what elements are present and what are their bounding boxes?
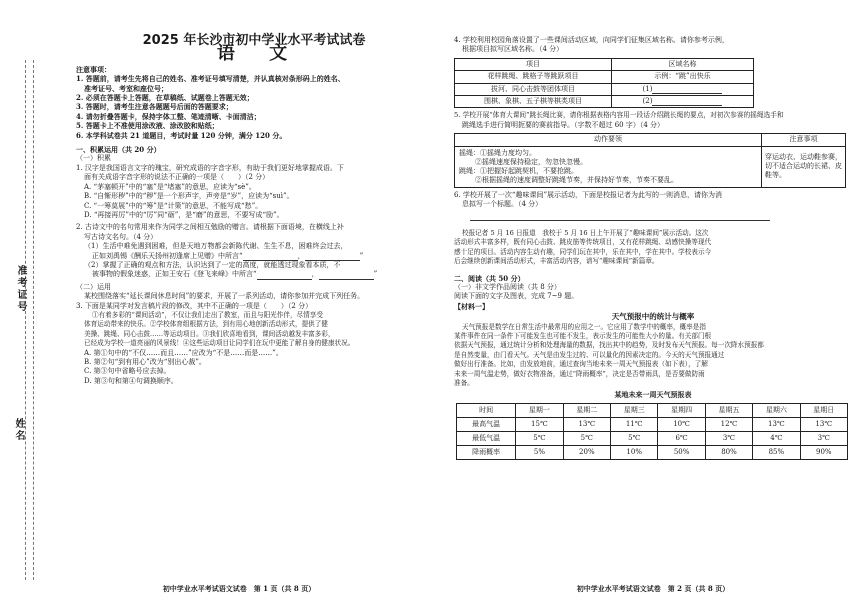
answer-cell[interactable]	[612, 83, 754, 95]
binding-dashed-line-2	[33, 60, 34, 580]
question-4	[454, 36, 852, 108]
question-1	[76, 164, 432, 220]
subsection-heading: （一）非文学作品阅读（共 8 分）	[454, 282, 561, 291]
table-cell: 85%	[753, 445, 800, 459]
answer-label: (2)	[642, 97, 653, 106]
subject-title: 语 文	[216, 43, 302, 65]
table-cell: 4℃	[753, 431, 800, 445]
table-cell: 10℃	[658, 417, 705, 431]
question-text: 息拟写一个标题。（4 分）	[462, 200, 543, 209]
notice-item: 6. 本学科试卷共 21 道题目，考试时量 120 分钟，满分 120 分。	[76, 130, 287, 140]
news-line: 活动形式丰富多样，既有同心击鼓、跳皮筋等传统项目，又有花样跳绳、动感快操等现代	[454, 238, 712, 247]
question-text: 根据项目拟写区域名称。（4 分）	[462, 45, 564, 54]
article-line: 依据天气预报，通过统计分析和处理海量的数据，找出其中的趋势，及时发布天气预报。每一次降水预报都	[454, 341, 764, 350]
quote-close: ”	[373, 270, 378, 279]
table-cell: 15℃	[516, 417, 563, 431]
table-cell: 6℃	[658, 431, 705, 445]
article-line: 是自然变量，由门看天气。天气是由发生过的、可以量化的因素决定的。今天的天气预报通过	[454, 350, 725, 359]
table-row	[457, 417, 848, 431]
passage-text: 体育运动带来的快乐。②学校体育组根据方法，到有用心地创新活动形式，提供了健	[84, 320, 328, 329]
table-cell: 示例：“跳”出快乐	[612, 71, 754, 83]
table-cell: 3℃	[705, 431, 752, 445]
quote-close: ”	[359, 251, 364, 260]
notice-item: 5. 答题卡上不准使用涂改液、涂改胶和贴纸；	[76, 121, 219, 131]
right-page	[446, 0, 860, 608]
table-cell: 5℃	[611, 431, 658, 445]
table-header: 项目	[455, 58, 612, 70]
article-body	[454, 323, 852, 389]
tip-line: ②摇绳速度保持稳定，勿忽快忽慢。	[475, 157, 587, 166]
weather-forecast-table	[456, 403, 848, 460]
table-cell: 13℃	[753, 417, 800, 431]
option-b: B. 第②句“到有用心”改为“别出心裁”。	[84, 358, 206, 366]
article-line: 天气预报是数学在日常生活中最常用的应用之一。它应用了数学中的概率，概率是指	[462, 322, 706, 331]
table-header: 动作要领	[455, 134, 762, 146]
answer-cell[interactable]	[612, 96, 754, 108]
question-3	[76, 302, 432, 387]
answer-blank[interactable]	[257, 272, 312, 280]
table-cell: 12℃	[705, 417, 752, 431]
table-cell: 13℃	[563, 417, 610, 431]
option-d: D. “再接再厉”中的“厉”同“砺”，是“磨”的意思，不要写成“励”。	[84, 210, 284, 219]
passage-text: ①有着多彩的“课间活动”，不仅让我们走出了教室，而且与阳光作伴，尽情享受	[92, 310, 323, 319]
table-cell: 10%	[611, 445, 658, 459]
table-header: 注意事项	[762, 134, 846, 146]
table-row	[455, 96, 754, 108]
table-header: 星期一	[516, 403, 563, 417]
name-label: 姓名	[13, 418, 24, 442]
passage-text: 美操、跳绳、同心击鼓……等运动项目。③我们欣喜地看到，课间活动越发丰富多彩，	[84, 329, 335, 338]
left-content	[76, 34, 432, 386]
table-cell: 花样跳绳、跳格子等跳跃项目	[455, 71, 612, 83]
option-d: D. 第③句和第④句调换顺序。	[84, 376, 178, 385]
question-text: （2）掌握了正确的观点和方法，认识达到了一定的高度，就能透过现象看本质，不	[84, 260, 341, 269]
table-cell: 拔河、同心击鼓等团体项目	[455, 83, 612, 95]
table-header: 时间	[457, 403, 516, 417]
table-row	[455, 83, 754, 95]
exam-number-label: 准考证号	[15, 265, 26, 313]
table-cell	[455, 146, 762, 187]
section-heading: 一、积累运用（共 20 分）	[76, 145, 161, 155]
tip-line: ②根据摇绳的速度调整好跳绳节奏，并保持好节奏，节奏不要乱。	[475, 175, 678, 184]
table-cell: 90%	[800, 445, 847, 459]
material-label: 【材料一】	[454, 301, 489, 311]
question-text: 写古诗文名句。（4 分）	[84, 232, 158, 241]
table-cell: 穿运动衣、运动鞋参赛，切不适合运动的长裙、皮鞋等。	[762, 146, 846, 187]
table-cell: 80%	[705, 445, 752, 459]
table-header: 星期二	[563, 403, 610, 417]
reading-instruction: 阅读下面的文字及图表，完成 7~9 题。	[454, 292, 579, 301]
notice-item: 2. 必须在答题卡上答题，在草稿纸、试题卷上答题无效；	[76, 93, 254, 103]
article-title: 天气预报中的统计与概率	[611, 312, 695, 322]
option-a: A. 第①句中的“不仅……而且……”应改为“不是……而是……”。	[84, 348, 283, 357]
right-content	[454, 36, 852, 463]
table-cell: 13℃	[800, 417, 847, 431]
question-text: 1. 汉字是我国语言文字的瑰宝，研究成语的字音字形，有助于我们更好地掌握成语。下	[76, 163, 344, 172]
question-text: （1）生活中难免遇到困难，但是天地万物都会新陈代谢、生生不息，困难终会过去，	[84, 242, 348, 251]
question-2: 2. 古诗文中的名句常用来作为同学之间相互勉励的赠言。请根据下面语境，在横线上补 写古诗文名句。（4 分） （1）生活中难免遇到困难，但是天地万物都会新陈代谢、生生不息，困难终会过去， 正如刘禹锡《酬乐天扬州初逢席上见赠》中所言“ ， ” （2）掌握了正确的观点和方法，认识达到了一定的高度，就能透过现象看本质，不 被事物的假象迷惑，正如王安石《登飞来峰》中所言“ ， ”	[76, 223, 432, 279]
option-c: C. “一筹莫展”中的“筹”是“计策”的意思，不能写成“愁”。	[84, 201, 263, 210]
table-row	[455, 71, 754, 83]
table-header: 区域名称	[612, 58, 754, 70]
option-b: B. “自惭形秽”中的“秽”是一个形声字，声旁是“岁”，应读为“suì”。	[84, 192, 294, 201]
question-text: 面有关成语字音字形的说法不正确的一项是（ ）（2 分）	[84, 173, 270, 182]
table-cell: 11℃	[611, 417, 658, 431]
news-passage	[454, 229, 852, 267]
question-5	[454, 111, 852, 187]
subsection-heading: （一）积累	[76, 154, 111, 163]
article-line: 某件事件在同一条件下可能发生也可能不发生，表示发生的可能性大小的量。有关部门根	[454, 331, 712, 340]
table-caption: 某地未来一周天气预报表	[614, 390, 692, 400]
page-footer: 初中学业水平考试语文试卷 第 1 页（共 8 页）	[162, 584, 316, 593]
page-footer: 初中学业水平考试语文试卷 第 2 页（共 8 页）	[576, 584, 730, 593]
table-cell: 最低气温	[457, 431, 516, 445]
article-line: 未来一周气温走势，做好衣物准备，通过“降雨概率”，决定是否带雨具，是否要做防雨	[454, 369, 705, 378]
table-header: 星期四	[658, 403, 705, 417]
notice-item: 4. 请勿折叠答题卡，保持字体工整、笔迹清晰、卡面清洁；	[76, 111, 261, 121]
question-text: 正如刘禹锡《酬乐天扬州初逢席上见赠》中所言“	[92, 251, 243, 260]
table-row	[457, 431, 848, 445]
notice-item: 准考证号、考室和座位号；	[84, 83, 168, 93]
news-line: 感十足的项目。活动内容生动有趣，同学们玩在其中，乐在其中，学在其中。学校表示今	[454, 247, 712, 256]
news-line: 校报记者 5 月 16 日报道 我校于 5 月 16 日上午开展了“趣味课间”展示活动。这次	[462, 228, 709, 237]
table-cell: 5℃	[563, 431, 610, 445]
notice-item: 1. 答题前，请考生先将自己的姓名、准考证号填写清楚，并认真核对条形码上的姓名、	[76, 74, 345, 84]
table-header: 星期五	[705, 403, 752, 417]
answer-blank[interactable]	[652, 98, 722, 106]
option-c: C. 第③句中省略号应去掉。	[84, 367, 171, 376]
area-name-table	[454, 58, 754, 109]
table-cell: 最高气温	[457, 417, 516, 431]
question-text: 被事物的假象迷惑，正如王安石《登飞来峰》中所言“	[92, 270, 257, 279]
task-intro: 某校围绕落实“延长课间休息时间”的要求，开展了一系列活动，请你参加并完成下列任务。	[84, 292, 365, 301]
subsection-heading: （二）运用	[76, 282, 111, 291]
question-text: 跳绳选手进行简明扼要的赛前指导。（字数不超过 60 字）（4 分）	[462, 120, 665, 129]
answer-blank[interactable]	[305, 253, 360, 261]
article-line: 准备。	[454, 378, 474, 387]
rope-tips-table	[454, 133, 846, 187]
passage-text: 已经成为学校一道亮丽的风景线！④这些运动项目让同学们在玩中更能了解自身的健康状况。	[84, 339, 355, 348]
table-cell: 3℃	[800, 431, 847, 445]
table-cell: 围棋、象棋、五子棋等棋类项目	[455, 96, 612, 108]
table-header: 星期六	[753, 403, 800, 417]
answer-blank[interactable]	[319, 272, 374, 280]
tip-line: 摇绳：①摇绳力度均匀。	[459, 148, 536, 157]
question-text: 5. 学校开展“体育大课间”跳长绳比赛，请你根据表格内容用一段话介绍跳长绳的要点，对初次参赛的摇绳选手和	[454, 111, 784, 120]
table-row	[457, 403, 848, 417]
question-text: 3. 下面是某同学对发言稿片段的修改，其中不正确的一项是（ ）（2 分）	[76, 301, 313, 310]
notice-item: 3. 答题时，请考生注意各题题号后面的答题要求；	[76, 102, 233, 112]
section-heading: 二、阅读（共 50 分）	[454, 273, 525, 283]
table-cell: 20%	[563, 445, 610, 459]
table-cell: 5℃	[516, 431, 563, 445]
answer-blank[interactable]	[652, 86, 722, 94]
tip-line: 跳绳：①把握好起跳契机，不要抢跳。	[459, 166, 578, 175]
binding-margin	[3, 60, 39, 580]
notice-list	[76, 74, 432, 140]
news-line: 后会继续创新课间活动形式，丰富活动内容，谱写“趣味课间”新篇章。	[454, 257, 659, 266]
table-cell: 降雨概率	[457, 445, 516, 459]
binding-dashed-line	[25, 60, 26, 580]
table-header: 星期三	[611, 403, 658, 417]
option-a: A. “茅塞顿开”中的“塞”是“堵塞”的意思，应读为“sè”。	[84, 182, 256, 191]
question-text: 6. 学校开展了一次“趣味课间”展示活动，下面是校报记者为此写的一则消息，请你为消	[454, 190, 723, 199]
table-cell: 5%	[516, 445, 563, 459]
exam-title: 2025 年长沙市初中学业水平考试试卷	[142, 33, 366, 48]
answer-blank[interactable]	[243, 253, 298, 261]
table-header: 星期日	[800, 403, 847, 417]
question-6	[454, 191, 852, 267]
notice-heading: 注意事项：	[76, 64, 111, 74]
question-text: 2. 古诗文中的名句常用来作为同学之间相互勉励的赠言。请根据下面语境，在横线上补	[76, 223, 344, 232]
table-row	[457, 445, 848, 459]
table-cell: 50%	[658, 445, 705, 459]
answer-label: (1)	[642, 84, 653, 93]
headline-answer-line[interactable]	[470, 212, 770, 221]
question-text: 4. 学校利用校园角落设置了一些课间活动区域，向同学们征集区域名称。请你参考示例，	[454, 36, 729, 44]
article-line: 做好出行准备。比如，由发放地前，通过查询当地未来一周天气预报表（如下表），了解	[454, 360, 708, 369]
